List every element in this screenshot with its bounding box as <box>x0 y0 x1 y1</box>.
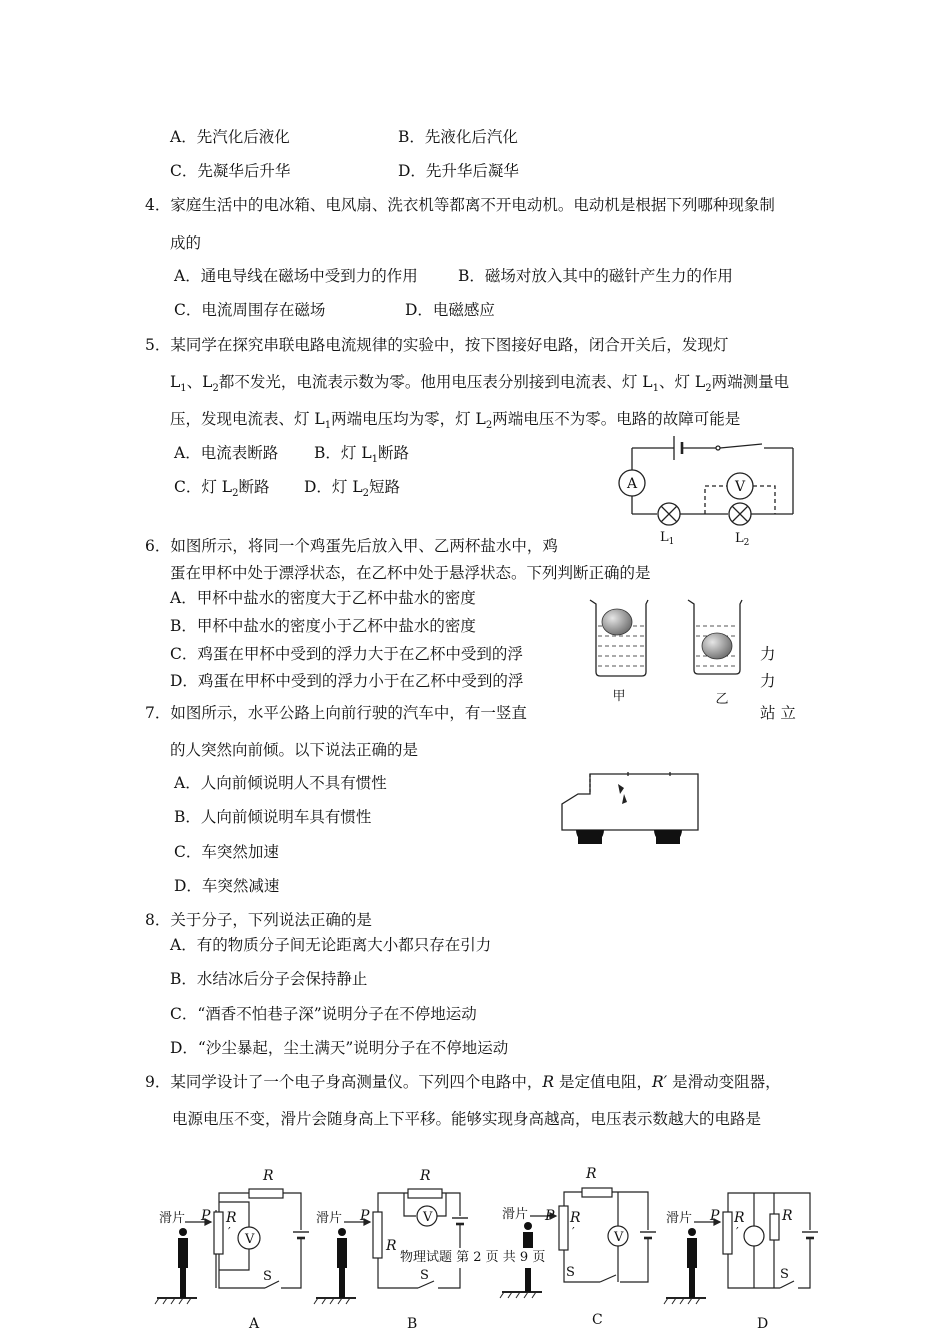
q3-option-b: B．先液化后汽化 <box>398 128 518 146</box>
q5-option-d: D．灯 $L_2$短路 <box>304 478 401 500</box>
fixed-resistor <box>770 1214 779 1240</box>
q4-stem-line2: 成的 <box>170 234 202 252</box>
voltmeter-label: V <box>245 1232 255 1247</box>
q5-option-c: C．灯 $L_2$断路 <box>174 478 270 500</box>
q5-stem-line3: 压，发现电流表、灯 $L_1$两端电压均为零，灯 $L_2$两端电压不为零。电路的故障可能是 <box>170 410 741 432</box>
voltmeter-label: V <box>614 1230 624 1245</box>
resistor-label: R <box>263 1168 274 1184</box>
p-label: P <box>360 1208 370 1224</box>
switch-label: S <box>420 1268 429 1283</box>
q7-option-a: A．人向前倾说明人不具有惯性 <box>174 774 387 792</box>
slider-label: 滑片 <box>502 1207 529 1222</box>
beaker-yi <box>688 600 742 674</box>
rheostat-label: R <box>570 1210 581 1226</box>
slider-label: 滑片 <box>666 1211 693 1226</box>
cup-yi-label: 乙 <box>715 692 729 707</box>
standing-person-icon <box>618 784 627 804</box>
q6-option-a: A．甲杯中盐水的密度大于乙杯中盐水的密度 <box>170 589 476 607</box>
q4-option-c: C．电流周围存在磁场 <box>174 301 326 319</box>
person-icon <box>337 1228 347 1298</box>
p-label: P <box>201 1208 211 1224</box>
lamp-l1-label: $L_1$ <box>660 530 675 547</box>
q6-option-b: B．甲杯中盐水的密度小于乙杯中盐水的密度 <box>170 617 476 635</box>
cup-jia-label: 甲 <box>612 689 626 704</box>
q8-stem-line1: 8．关于分子，下列说法正确的是 <box>145 911 372 929</box>
q8-option-a: A．有的物质分子间无论距离大小都只存在引力 <box>170 936 492 954</box>
q4-option-a: A．通电导线在磁场中受到力的作用 <box>174 267 418 285</box>
switch-pivot <box>716 446 720 450</box>
egg-floating <box>602 609 632 635</box>
voltmeter-label: V <box>734 479 746 495</box>
q6-beakers-diagram <box>584 596 759 706</box>
resistor-label: R <box>420 1168 431 1184</box>
rheostat-label: R <box>386 1238 397 1254</box>
q9-label-c: C <box>592 1312 603 1328</box>
q9-circuit-b <box>312 1160 472 1310</box>
q4-option-d: D．电磁感应 <box>405 301 495 319</box>
q5-circuit-diagram <box>612 428 812 548</box>
q5-option-b: B．灯 $L_1$断路 <box>314 444 410 466</box>
q6-option-c-tail: 力 <box>760 645 776 663</box>
ammeter-label: A <box>626 476 638 492</box>
switch-label: S <box>263 1269 272 1284</box>
q9-label-b: B <box>407 1316 418 1332</box>
q5-option-a: A．电流表断路 <box>174 444 279 462</box>
q4-option-b: B．磁场对放入其中的磁针产生力的作用 <box>458 267 733 285</box>
beaker-jia <box>590 600 648 676</box>
voltmeter <box>744 1226 764 1246</box>
q6-option-c: C．鸡蛋在甲杯中受到的浮力大于在乙杯中受到的浮 <box>170 645 523 663</box>
prime-mark: ′ <box>736 1225 739 1239</box>
q6-stem-line2: 蛋在甲杯中处于漂浮状态，在乙杯中处于悬浮状态。下列判断正确的是 <box>170 564 651 582</box>
q8-option-d: D．“沙尘暴起，尘土满天”说明分子在不停地运动 <box>170 1039 509 1057</box>
q6-option-d: D．鸡蛋在甲杯中受到的浮力小于在乙杯中受到的浮 <box>170 672 524 690</box>
q5-stem-line1: 5．某同学在探究串联电路电流规律的实验中，按下图接好电路，闭合开关后，发现灯 <box>145 336 729 354</box>
q7-option-d: D．车突然减速 <box>174 877 280 895</box>
fixed-resistor <box>249 1189 283 1198</box>
person-icon <box>687 1228 697 1298</box>
q7-stem-line2: 的人突然向前倾。以下说法正确的是 <box>170 741 419 759</box>
q7-truck-diagram <box>558 766 708 852</box>
resistor-label: R <box>586 1166 597 1182</box>
lamp-l2-label: $L_2$ <box>735 531 750 548</box>
q9-label-d: D <box>757 1316 769 1332</box>
rheostat-label: R <box>226 1210 237 1226</box>
q9-label-a: A <box>249 1316 260 1332</box>
slider-label: 滑片 <box>159 1211 186 1226</box>
q4-stem-line1: 4．家庭生活中的电冰箱、电风扇、洗衣机等都离不开电动机。电动机是根据下列哪种现象制 <box>145 196 775 214</box>
switch-label: S <box>566 1265 575 1280</box>
q7-stem-line1: 7．如图所示，水平公路上向前行驶的汽车中，有一竖直 <box>145 704 527 722</box>
rheostat-body <box>559 1206 568 1250</box>
q7-option-b: B．人向前倾说明车具有惯性 <box>174 808 372 826</box>
person-icon <box>178 1228 188 1298</box>
switch-lever <box>720 444 762 448</box>
page-footer: 物理试题 第 2 页 共 9 页 <box>398 1248 547 1268</box>
egg-suspended <box>702 633 732 659</box>
truck-body <box>562 774 698 830</box>
fixed-resistor <box>408 1189 442 1198</box>
q6-option-d-tail: 力 <box>760 672 776 690</box>
resistor-label: R <box>782 1208 793 1224</box>
rheostat-label: R <box>734 1210 745 1226</box>
q3-option-c: C．先凝华后升华 <box>170 162 291 180</box>
q3-option-d: D．先升华后凝华 <box>398 162 519 180</box>
p-label: P <box>710 1208 720 1224</box>
rheostat-body <box>373 1212 382 1258</box>
prime-mark: ′ <box>572 1225 575 1239</box>
switch-label: S <box>780 1267 789 1282</box>
q9-circuit-c <box>498 1150 658 1300</box>
q7-stem-line1-tail: 站 立 <box>760 704 796 722</box>
q9-circuit-d <box>662 1160 822 1310</box>
rheostat-body <box>723 1212 732 1254</box>
q9-stem-line1: 9．某同学设计了一个电子身高测量仪。下列四个电路中，R 是定值电阻，R′ 是滑动变阻器， <box>145 1073 781 1091</box>
fixed-resistor <box>582 1188 612 1197</box>
q8-option-c: C．“酒香不怕巷子深”说明分子在不停地运动 <box>170 1005 477 1023</box>
q6-stem-line1: 6．如图所示，将同一个鸡蛋先后放入甲、乙两杯盐水中，鸡 <box>145 537 558 555</box>
q3-option-a: A．先汽化后液化 <box>170 128 290 146</box>
q7-option-c: C．车突然加速 <box>174 843 279 861</box>
voltmeter-label: V <box>423 1210 433 1225</box>
q9-circuit-a <box>153 1160 313 1310</box>
rheostat-body <box>214 1212 223 1254</box>
q9-stem-line2: 电源电压不变，滑片会随身高上下平移。能够实现身高越高，电压表示数越大的电路是 <box>172 1110 762 1128</box>
slider-label: 滑片 <box>316 1211 343 1226</box>
q5-stem-line2: $L_1$、$L_2$都不发光，电流表示数为零。他用电压表分别接到电流表、灯 $L_1$、灯 $L_2$两端测量电 <box>170 373 790 395</box>
prime-mark: ′ <box>228 1225 231 1239</box>
q8-option-b: B．水结冰后分子会保持静止 <box>170 970 368 988</box>
p-label: P <box>545 1208 555 1224</box>
